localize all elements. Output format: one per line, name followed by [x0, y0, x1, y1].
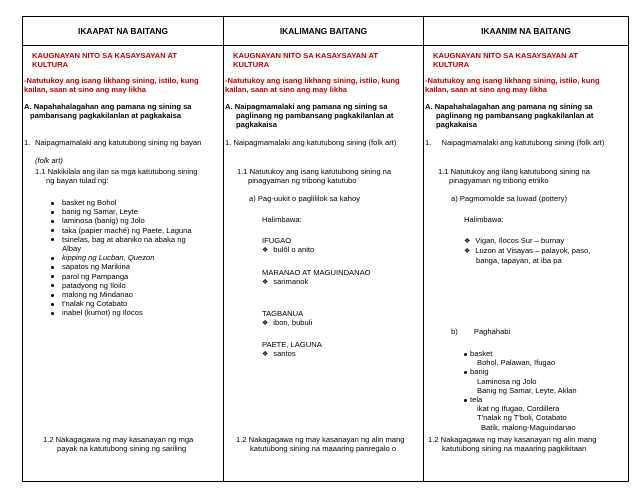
group-item: ibon, bubuli — [273, 318, 313, 328]
header-grade-4: IKAAPAT NA BAITANG — [23, 17, 224, 46]
kaugnayan-line: KULTURA — [233, 60, 270, 70]
pamana-line: paglinang ng pambansang pagkakilanlan at — [436, 111, 594, 121]
list-item — [464, 349, 577, 358]
bullet-icon — [51, 266, 54, 269]
header-grade-5: IKALIMANG BAITANG — [224, 17, 424, 46]
item-line: payak na katutubong sining ng sariling — [57, 444, 187, 454]
sub-item-label: Paghahabi — [473, 327, 511, 336]
sub-item-a: a) Pag-uukit o paglililok sa kahoy — [249, 194, 361, 203]
list-item — [51, 226, 192, 235]
list-item-detail: ikat ng Ifugao, Cordillera — [477, 404, 560, 414]
bullet-icon — [51, 312, 54, 315]
item-line: ng bayan tulad ng: — [46, 176, 109, 186]
bullet-icon — [51, 294, 54, 297]
list-item — [464, 367, 577, 376]
bullet-list — [51, 198, 192, 318]
item-1-1 — [237, 167, 391, 185]
header-grade-6: IKAANIM NA BAITANG — [424, 17, 629, 46]
natutukoy-line: -Natutukoy ang isang likhang sining, istilo, kung — [225, 76, 400, 85]
item-number: 1. — [24, 138, 31, 147]
group-maranao — [262, 268, 371, 287]
group-item: bulôl o anito — [273, 245, 315, 255]
bullet-icon — [51, 275, 54, 278]
pamana-text — [24, 102, 192, 120]
list-item-text: banig — [470, 367, 489, 377]
natutukoy-line: kailan, saan at sino ang may likha — [425, 85, 547, 95]
list-item — [51, 299, 192, 308]
bullet-icon — [51, 211, 54, 214]
kaugnayan-heading — [233, 51, 378, 69]
item-line: 1.1 Nakikilala ang ilan sa mga katutubong sining — [35, 167, 198, 176]
list-item-text: Albay — [62, 244, 81, 254]
sub-item-letter: b) — [451, 327, 458, 336]
bullet-icon — [464, 399, 467, 402]
pamana-line: A. Naipagmamalaki ang pamana ng sining sa — [225, 102, 388, 111]
item-1: 1. Naipagmamalaki ang katutubong sining (folk art) — [225, 138, 397, 147]
list-item-detail: Banig ng Samar, Leyte, Aklan — [477, 385, 577, 395]
list-item-text: inabel (kumot) ng Ilocos — [62, 308, 143, 318]
list-item-text: parol ng Pampanga — [62, 271, 129, 281]
bullet-icon — [51, 202, 54, 205]
group-name: IFUGAO — [262, 236, 292, 245]
pamana-text — [225, 102, 393, 130]
list-item — [464, 256, 590, 265]
item-line: katutubong sining na maaaring panregalo o — [250, 444, 397, 454]
list-item-text: basket — [470, 349, 493, 358]
item-line: pinagyaman ng tribong etniko — [449, 176, 549, 186]
group-paete — [262, 340, 322, 359]
weave-list — [464, 349, 577, 432]
group-item: sarimanok — [273, 277, 309, 287]
kaugnayan-line: KULTURA — [32, 60, 69, 70]
list-item — [51, 272, 192, 281]
pamana-line: A. Napahahalagahan ang pamana ng sining sa — [425, 102, 593, 111]
list-item-text: tela — [470, 395, 483, 405]
item-line: katutubong sining na maaaring pagkikitaan — [442, 444, 587, 454]
item-text: Naipagmamalaki ang katutubong sining (folk art) — [441, 138, 605, 147]
list-item-text: basket ng Bohol — [62, 198, 117, 207]
natutukoy-text — [225, 76, 400, 94]
kaugnayan-heading — [433, 51, 578, 69]
bullet-icon — [51, 238, 54, 241]
item-line: 1.1 Natutukoy ang ilang katutubong sining na — [438, 167, 590, 176]
diamond-bullet-icon: ❖ — [262, 247, 269, 255]
natutukoy-line: -Natutukoy ang isang likhang sining, istilo, kung — [425, 76, 600, 85]
item-line: pinagyaman ng tribong katutubo — [248, 176, 357, 186]
list-item — [51, 262, 192, 271]
list-item-text: tsinelas, bag at abaniko na abaka ng — [62, 234, 186, 244]
list-item — [51, 281, 192, 290]
pamana-line: pagkakaisa — [236, 120, 277, 130]
list-item — [51, 253, 192, 262]
list-item-text: patadyong ng Iloilo — [62, 280, 126, 290]
item-1 — [425, 138, 604, 147]
header-row — [23, 17, 629, 46]
item-line: 1.2 Nakagagawa ng may kasanayan ng mga — [43, 435, 194, 444]
pamana-line: pagkakaisa — [436, 120, 477, 130]
bullet-icon — [51, 257, 54, 260]
group-name: TAGBANUA — [262, 309, 304, 318]
kaugnayan-line: KULTURA — [433, 60, 470, 70]
list-item-text: Luzon at Visayas – palayok, paso, — [475, 246, 591, 256]
list-item — [51, 198, 192, 207]
pamana-line: pambansang pagkakilanlan at pagkakaisa — [30, 111, 182, 121]
bullet-icon — [51, 284, 54, 287]
list-item — [51, 308, 192, 317]
bullet-icon — [464, 371, 467, 374]
bullet-icon — [51, 229, 54, 232]
list-item-text: sapatos ng Marikina — [62, 262, 130, 272]
pamana-line: paglinang ng pambansang pagkakilanlan at — [236, 111, 394, 121]
sub-item-b — [451, 327, 510, 336]
natutukoy-text — [24, 76, 199, 94]
group-tagbanua — [262, 309, 312, 328]
content-row — [23, 46, 629, 482]
item-number: 1. — [425, 138, 432, 147]
list-item-text: banga, tapayan, at iba pa — [476, 256, 562, 266]
list-item-text: banig ng Samar, Leyte — [62, 207, 138, 217]
group-ifugao — [262, 236, 314, 255]
list-item-text: Vigan, Ilocos Sur – burnay — [475, 236, 565, 245]
bullet-icon — [464, 353, 467, 356]
item-italic: (folk art) — [35, 156, 63, 166]
grade-5-cell — [224, 46, 424, 482]
group-name: PAETE, LAGUNA — [262, 340, 322, 349]
item-1-1 — [438, 167, 590, 185]
list-item-text: kipping ng Lucban, Quezon — [62, 253, 155, 263]
list-item-detail: Batik, malong-Maguindanao — [481, 422, 576, 432]
diamond-bullet-icon: ❖ — [464, 248, 471, 256]
pamana-text — [425, 102, 593, 130]
list-item-detail: Laminosa ng Jolo — [477, 376, 537, 386]
natutukoy-text — [425, 76, 600, 94]
grade-6-cell — [424, 46, 629, 482]
item-line: 1.1 Natutukoy ang isang katutubong sining na — [237, 167, 392, 176]
list-item — [51, 235, 192, 244]
sub-item-a: a) Pagmomolde sa luwad (pottery) — [451, 194, 568, 203]
item-line: 1.2 Nakagagawa ng may kasanayan ng alin mang — [236, 435, 405, 444]
pottery-list — [464, 236, 590, 266]
natutukoy-line: -Natutukoy ang isang likhang sining, istilo, kung — [24, 76, 199, 85]
item-1-2 — [428, 435, 596, 453]
item-line: 1.2 Nakagagawa ng may kasanayan ng alin mang — [428, 435, 597, 444]
item-1 — [24, 138, 202, 166]
list-item — [464, 395, 577, 404]
kaugnayan-heading — [32, 51, 177, 69]
list-item-detail: T'nalak ng T'boli, Cotabato — [477, 413, 567, 423]
halimbawa-label: Halimbawa: — [262, 215, 302, 224]
list-item — [51, 216, 192, 225]
natutukoy-line: kailan, saan at sino ang may likha — [225, 85, 347, 95]
list-item-text: taka (papier maché) ng Paete, Laguna — [62, 225, 192, 235]
group-name: MARANAO AT MAGUINDANAO — [262, 268, 371, 277]
diamond-bullet-icon: ❖ — [262, 320, 269, 328]
item-1-2 — [236, 435, 404, 453]
item-text: Naipagmamalaki ang katutubong sining ng bayan — [35, 138, 202, 147]
diamond-bullet-icon: ❖ — [262, 351, 269, 359]
bullet-icon — [51, 303, 54, 306]
item-1-1 — [35, 167, 198, 185]
grade-4-cell — [23, 46, 224, 482]
list-item — [51, 207, 192, 216]
item-1-2 — [43, 435, 193, 453]
diamond-bullet-icon: ❖ — [464, 238, 471, 245]
group-item: santos — [273, 349, 296, 359]
list-item-text: malong ng Mindanao — [62, 290, 133, 300]
list-item — [464, 236, 590, 246]
pamana-line: A. Napahahalagahan ang pamana ng sining sa — [24, 102, 192, 111]
kaugnayan-line: KAUGNAYAN NITO SA KASAYSAYAN AT — [32, 51, 178, 60]
curriculum-table — [22, 16, 629, 482]
bullet-icon — [51, 220, 54, 223]
list-item — [51, 244, 192, 253]
list-item — [464, 246, 590, 256]
halimbawa-label: Halimbawa: — [464, 215, 504, 224]
diamond-bullet-icon: ❖ — [262, 279, 269, 287]
kaugnayan-line: KAUGNAYAN NITO SA KASAYSAYAN AT — [233, 51, 379, 60]
kaugnayan-line: KAUGNAYAN NITO SA KASAYSAYAN AT — [433, 51, 579, 60]
natutukoy-line: kailan, saan at sino ang may likha — [24, 85, 146, 95]
list-item-text: t'nalak ng Cotabato — [62, 299, 128, 309]
list-item-detail: Bohol, Palawan, Ifugao — [477, 358, 556, 368]
list-item-text: laminosa (banig) ng Jolo — [62, 216, 145, 226]
list-item — [51, 290, 192, 299]
